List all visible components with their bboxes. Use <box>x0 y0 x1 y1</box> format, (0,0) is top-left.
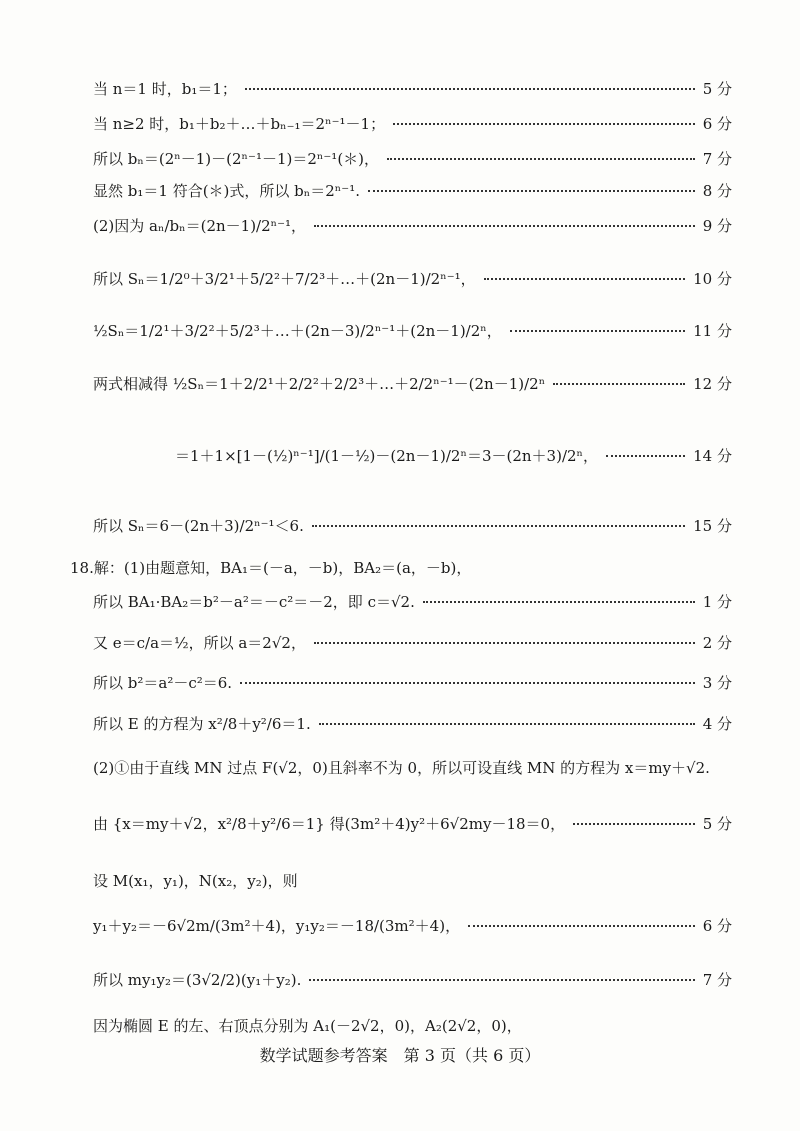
line-18 <box>93 870 732 891</box>
line-19-text: y₁＋y₂＝－6√2m/(3m²＋4)，y₁y₂＝－18/(3m²＋4)， <box>93 917 461 935</box>
line-8-text: 两式相减得 ½Sₙ＝1＋2/2¹＋2/2²＋2/2³＋…＋2/2ⁿ⁻¹－(2n－1)/2ⁿ <box>93 375 546 393</box>
score-1: 1 分 <box>702 593 732 611</box>
line-8 <box>93 373 732 394</box>
line-16 <box>93 757 732 778</box>
score-6: 6 分 <box>702 115 732 133</box>
score-5: 5 分 <box>702 80 732 98</box>
score-7b: 7 分 <box>702 971 732 989</box>
line-10 <box>93 515 732 536</box>
line-14 <box>93 672 732 693</box>
line-21 <box>93 1015 732 1036</box>
line-20-text: 所以 my₁y₂＝(3√2/2)(y₁＋y₂). <box>93 971 302 989</box>
score-7: 7 分 <box>702 150 732 168</box>
leader-dots <box>510 330 685 332</box>
line-17-text: 由 {x＝my＋√2，x²/8＋y²/6＝1} 得(3m²＋4)y²＋6√2my－18＝0， <box>93 815 566 833</box>
score-5b: 5 分 <box>702 815 732 833</box>
leader-dots <box>484 278 686 280</box>
score-4: 4 分 <box>702 715 732 733</box>
line-7 <box>93 320 732 341</box>
score-8: 8 分 <box>702 182 732 200</box>
leader-dots <box>606 455 685 457</box>
leader-dots <box>314 225 695 227</box>
line-12-text: 所以 BA₁·BA₂＝b²－a²＝－c²＝－2，即 c＝√2. <box>93 593 415 611</box>
score-11: 11 分 <box>693 322 732 340</box>
line-2 <box>93 113 732 134</box>
leader-dots <box>423 601 695 603</box>
line-20 <box>93 969 732 990</box>
line-12 <box>93 591 732 612</box>
line-2-text: 当 n≥2 时，b₁＋b₂＋…＋bₙ₋₁＝2ⁿ⁻¹－1； <box>93 115 386 133</box>
line-9 <box>175 445 732 466</box>
line-21-text: 因为椭圆 E 的左、右顶点分别为 A₁(－2√2，0)，A₂(2√2，0)， <box>93 1017 522 1035</box>
score-15: 15 分 <box>693 517 732 535</box>
line-5-text: (2)因为 aₙ/bₙ＝(2n－1)/2ⁿ⁻¹， <box>93 217 307 235</box>
line-13-text: 又 e＝c/a＝½，所以 a＝2√2， <box>93 634 306 652</box>
line-10-text: 所以 Sₙ＝6－(2n＋3)/2ⁿ⁻¹＜6. <box>93 517 304 535</box>
leader-dots <box>368 190 695 192</box>
leader-dots <box>553 383 685 385</box>
line-3 <box>93 148 732 169</box>
line-5 <box>93 215 732 236</box>
line-9-text: ＝1＋1×[1－(½)ⁿ⁻¹]/(1－½)－(2n－1)/2ⁿ＝3－(2n＋3)/2ⁿ， <box>175 447 599 465</box>
leader-dots <box>245 88 695 90</box>
score-10: 10 分 <box>693 270 732 288</box>
leader-dots <box>387 158 695 160</box>
line-13 <box>93 632 732 653</box>
line-11 <box>70 557 732 578</box>
leader-dots <box>319 723 695 725</box>
page-footer: 数学试题参考答案 第 3 页（共 6 页） <box>259 1046 541 1065</box>
leader-dots <box>573 823 695 825</box>
line-6 <box>93 268 732 289</box>
score-2: 2 分 <box>702 634 732 652</box>
leader-dots <box>309 979 694 981</box>
line-14-text: 所以 b²＝a²－c²＝6. <box>93 674 233 692</box>
score-12: 12 分 <box>693 375 732 393</box>
line-1-text: 当 n＝1 时，b₁＝1； <box>93 80 237 98</box>
leader-dots <box>468 925 695 927</box>
line-17 <box>93 813 732 834</box>
score-9: 9 分 <box>702 217 732 235</box>
leader-dots <box>240 682 695 684</box>
line-18-text: 设 M(x₁，y₁)，N(x₂，y₂)，则 <box>93 872 298 890</box>
line-6-text: 所以 Sₙ＝1/2⁰＋3/2¹＋5/2²＋7/2³＋…＋(2n－1)/2ⁿ⁻¹， <box>93 270 476 288</box>
score-3: 3 分 <box>702 674 732 692</box>
line-7-text: ½Sₙ＝1/2¹＋3/2²＋5/2³＋…＋(2n－3)/2ⁿ⁻¹＋(2n－1)/2ⁿ， <box>93 322 502 340</box>
line-4 <box>93 180 732 201</box>
line-11-text: 18.解：(1)由题意知，BA₁＝(－a，－b)，BA₂＝(a，－b)， <box>70 559 472 577</box>
line-19 <box>93 915 732 936</box>
leader-dots <box>312 525 685 527</box>
score-6b: 6 分 <box>702 917 732 935</box>
line-15-text: 所以 E 的方程为 x²/8＋y²/6＝1. <box>93 715 311 733</box>
leader-dots <box>393 123 695 125</box>
line-15 <box>93 713 732 734</box>
leader-dots <box>314 642 695 644</box>
line-1 <box>93 78 732 99</box>
line-16-text: (2)①由于直线 MN 过点 F(√2，0)且斜率不为 0，所以可设直线 MN 的方程为 x＝my＋√2. <box>93 759 710 777</box>
line-3-text: 所以 bₙ＝(2ⁿ－1)－(2ⁿ⁻¹－1)＝2ⁿ⁻¹(＊)， <box>93 150 380 168</box>
score-14: 14 分 <box>693 447 732 465</box>
line-4-text: 显然 b₁＝1 符合(＊)式，所以 bₙ＝2ⁿ⁻¹. <box>93 182 360 200</box>
